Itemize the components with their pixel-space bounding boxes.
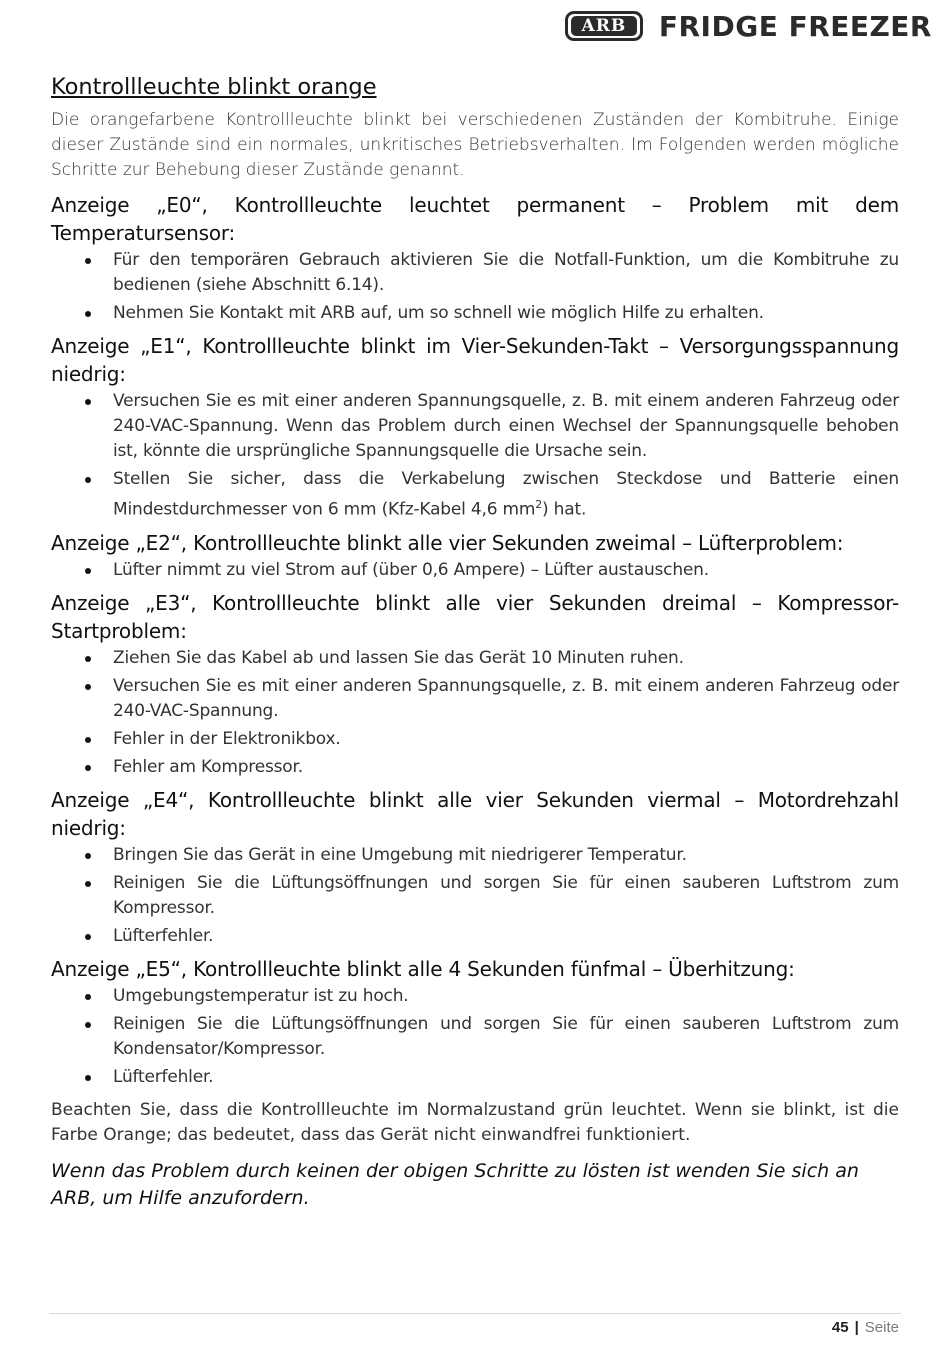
list-item: Lüfter nimmt zu viel Strom auf (über 0,6 Ampere) – Lüfter austauschen. [113, 558, 899, 583]
list-item: Nehmen Sie Kontakt mit ARB auf, um so schnell wie möglich Hilfe zu erhalten. [113, 301, 899, 326]
section-e5 [51, 955, 899, 1090]
list-item: Für den temporären Gebrauch aktivieren Sie die Notfall-Funktion, um die Kombitruhe zu bedienen (siehe Abschnitt 6.14). [113, 248, 899, 298]
list-item [113, 467, 899, 523]
section-e4 [51, 786, 899, 949]
page-title: Kontrollleuchte blinkt orange [51, 74, 377, 100]
section-heading: Anzeige „E4“, Kontrollleuchte blinkt alle vier Sekunden viermal – Motordrehzahl niedrig: [51, 787, 899, 840]
list-item: Bringen Sie das Gerät in eine Umgebung mit niedrigerer Temperatur. [113, 843, 899, 868]
footer-label: Seite [864, 1319, 899, 1336]
bullet-list [51, 389, 899, 523]
header-title: FRIDGE FREEZER [658, 9, 932, 43]
intro-paragraph: Die orangefarbene Kontrollleuchte blinkt bei verschiedenen Zuständen der Kombitruhe. Einige dieser Zustände sind ein normales, unkritisches Betriebsverhalten. Im Folgenden werden mögliche Schritte zur Behebung dieser Zustände genannt. [51, 110, 899, 180]
list-item: Reinigen Sie die Lüftungsöffnungen und sorgen Sie für einen sauberen Luftstrom zum Kondensator/Kompressor. [113, 1012, 899, 1062]
final-notice: Wenn das Problem durch keinen der obigen Schritte zu lösten ist wenden Sie sich an ARB, um Hilfe anzufordern. [51, 1159, 859, 1209]
page-number: 45 [831, 1319, 849, 1336]
note-paragraph: Beachten Sie, dass die Kontrollleuchte im Normalzustand grün leuchtet. Wenn sie blinkt, ist die Farbe Orange; das bedeutet, dass das Gerät nicht einwandfrei funktioniert. [51, 1099, 899, 1145]
section-heading: Anzeige „E1“, Kontrollleuchte blinkt im Vier-Sekunden-Takt – Versorgungsspannung niedrig: [51, 334, 899, 386]
arb-logo [565, 11, 643, 41]
footer-divider [49, 1313, 901, 1314]
bullet-list [51, 558, 899, 583]
bullet-list [51, 843, 899, 949]
superscript: 2 [535, 498, 543, 511]
bullet-list [51, 984, 899, 1090]
section-e3 [51, 589, 899, 780]
arb-logo-text: ARB [571, 16, 637, 36]
page-header [565, 6, 932, 46]
bullet-list [51, 248, 899, 326]
section-e2 [51, 529, 899, 583]
section-heading: Anzeige „E5“, Kontrollleuchte blinkt alle 4 Sekunden fünfmal – Überhitzung: [51, 956, 795, 981]
section-e1 [51, 332, 899, 523]
list-item: Lüfterfehler. [113, 1065, 899, 1090]
list-item: Reinigen Sie die Lüftungsöffnungen und sorgen Sie für einen sauberen Luftstrom zum Kompressor. [113, 871, 899, 921]
footer-separator: | [854, 1319, 859, 1336]
list-item: Ziehen Sie das Kabel ab und lassen Sie das Gerät 10 Minuten ruhen. [113, 646, 899, 671]
page-footer [832, 1319, 899, 1336]
list-item: Lüfterfehler. [113, 924, 899, 949]
document-body [51, 74, 899, 1212]
bullet-list [51, 646, 899, 780]
list-item: Versuchen Sie es mit einer anderen Spannungsquelle, z. B. mit einem anderen Fahrzeug oder 240-VAC-Spannung. [113, 674, 899, 724]
list-item: Versuchen Sie es mit einer anderen Spannungsquelle, z. B. mit einem anderen Fahrzeug oder 240-VAC-Spannung. Wenn das Problem durch einen Wechsel der Spannungsquelle behoben ist, könnte die ursprüngliche Spannungsquelle die Ursache sein. [113, 389, 899, 464]
list-item: Umgebungstemperatur ist zu hoch. [113, 984, 899, 1009]
section-heading: Anzeige „E3“, Kontrollleuchte blinkt alle vier Sekunden dreimal – Kompressor-Startproblem: [51, 590, 899, 643]
list-item: Fehler am Kompressor. [113, 755, 899, 780]
list-item: Fehler in der Elektronikbox. [113, 727, 899, 752]
section-e0 [51, 191, 899, 326]
list-item-text: Stellen Sie sicher, dass die Verkabelung zwischen Steckdose und Batterie einen Mindestdurchmesser von 6 mm (Kfz-Kabel 4,6 mm [113, 469, 899, 520]
section-heading: Anzeige „E0“, Kontrollleuchte leuchtet permanent – Problem mit dem Temperatursensor: [51, 193, 899, 245]
list-item-text-end: ) hat. [542, 499, 587, 520]
section-heading: Anzeige „E2“, Kontrollleuchte blinkt alle vier Sekunden zweimal – Lüfterproblem: [51, 530, 844, 555]
